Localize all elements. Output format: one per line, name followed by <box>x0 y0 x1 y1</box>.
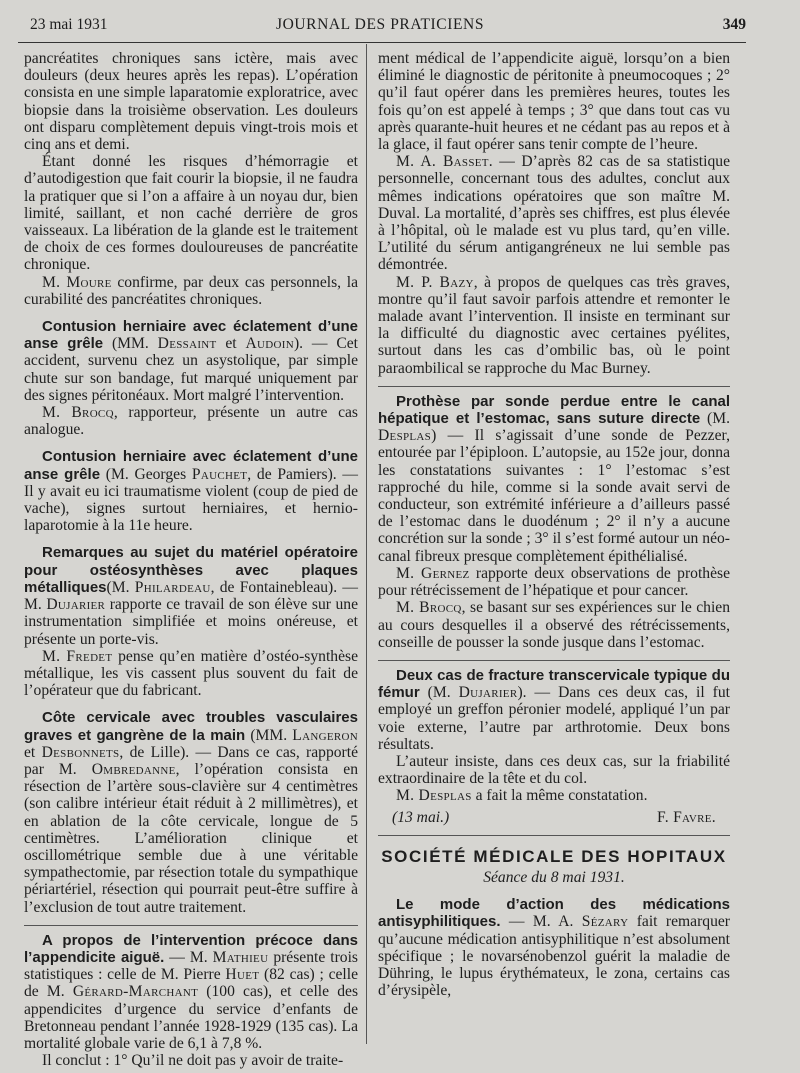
paragraph: Il conclut : 1° Qu’il ne doit pas y avoir de traite- <box>42 1052 344 1070</box>
author-name: M. Gernez <box>396 564 470 582</box>
author-name: M. Desplas <box>396 787 472 805</box>
seance-date: Séance du 8 mai 1931. <box>483 868 625 886</box>
author-name: Dessaint <box>157 335 217 353</box>
paragraph: M. Desplas a fait la même constatation. <box>396 787 648 805</box>
society-heading: SOCIÉTÉ MÉDICALE DES HOPITAUX <box>381 846 727 866</box>
signature-line <box>378 809 730 826</box>
author-name: Ombredanne <box>91 760 176 778</box>
author-name: Audoin <box>245 335 294 353</box>
author-name: Desplas <box>378 427 432 445</box>
report-author: F. Favre. <box>656 808 716 826</box>
paragraph: pancréatites chroniques sans ictère, mais avec douleurs (deux heures après les repas). L’opération consista en une simple laparatomie exploratrice, avec biopsie dans la troisième observation. Les douleurs ont disparu complètement depuis vingt-trois mois et cinq ans et demi. <box>24 50 358 154</box>
section-osteosynthese: Remarques au sujet du matériel opératoire pour ostéosynthèses avec plaques métalliques(M. Philardeau, de Fontainebleau). — M. Dujarier rapporte ce travail de son élève sur une instrumentation simplifiée et moins onéreuse, et présente un porte-vis. <box>24 544 358 648</box>
author-name: M. Moure <box>42 273 112 291</box>
author-name: Dujarier <box>46 596 106 614</box>
section-rule <box>24 925 358 926</box>
paragraph: M. Gernez rapporte deux observations de prothèse pour rétrécissement de l’hépatique et pour cancer. <box>378 564 730 600</box>
author-name: Huet <box>225 966 260 984</box>
section-cote-cervicale: Côte cervicale avec troubles vasculaires graves et gangrène de la main (MM. Langeron et Desbonnets, de Lille). — Dans ce cas, rapporté par M. Ombredanne, l’opération consista en résection de l’artère sous-clavière sur 4 centimètres (son calibre intérieur était réduit à 2 millimètres), et en ablation de la côte cervicale, longue de 5 centimètres. L’amélioration clinique et oscillométrique semble due à une véritable sympathectomie, par résection totale du sympathique périartériel, résection qui pourrait peut-être suffire à l’exclusion de tout autre traitement. <box>24 709 359 916</box>
paragraph: L’auteur insiste, dans ces deux cas, sur la friabilité extraordinaire de la tête et du col. <box>378 752 730 788</box>
author-name: Mathieu <box>212 948 269 966</box>
page-number: 349 <box>722 16 746 33</box>
section-title: Deux cas de fracture transcervicale typique du fémur <box>378 666 730 702</box>
section-contusion-2: Contusion herniaire avec éclatement d’une anse grêle (M. Georges Pauchet, de Pamiers). — Il y avait eu ici traumatisme violent (coup de pied de vache), signes surtout herniaires, et hernio-laparotomie à la 11e heure. <box>24 448 358 535</box>
author-name: M. P. Bazy <box>396 273 474 291</box>
section-femur: Deux cas de fracture transcervicale typique du fémur (M. Dujarier). — Dans ces deux cas, il fut employé un greffon péronier modelé, appliqué l’un par voie externe, l’autre par arthrotomie. Deux bons résultats. <box>378 666 730 753</box>
author-name: Dujarier <box>458 684 518 702</box>
section-title: Le mode d’action des médications antisyphilitiques. <box>378 896 730 931</box>
author-name: Pauchet <box>191 465 248 483</box>
left-column <box>24 50 358 1069</box>
section-prothese: Prothèse par sonde perdue entre le canal hépatique et l’estomac, sans suture directe (M. Desplas) — Il s’agissait d’une sonde de Pezzer, entourée par l’épiploon. L’autopsie, au 152e jour, donna les constatations suivantes : 1° l’estomac s’est rapproché du hile, comme si la sonde avait servi de conducteur, son extrémité inférieure a d’ailleurs passé de l’estomac dans le duodénum ; 2° il n’y a aucune concrétion sur la sonde ; 3° il s’est formé autour un néo-canal fibreux presque complètement épithélialisé. <box>378 392 730 565</box>
section-title: A propos de l’intervention précoce dans l’appendicite aiguë. <box>24 931 358 966</box>
paragraph: Étant donné les risques d’hémorragie et d’autodigestion que fait courir la biopsie, il ne faudra la pratiquer que si l’on a affaire à un noyau dur, bien limité, saillant, et non caché derrière de gros vaisseaux. La libération de la glande est le traitement de choix de ces formes douloureuses de pancréatite chronique. <box>24 153 358 274</box>
section-rule <box>378 660 730 661</box>
section-antisyphilitiques: Le mode d’action des médications antisyphilitiques. — M. A. Sézary fait remarquer qu’aucune médication antisyphilitique n’est absolument spécifique ; le novarsénobenzol guérit la maladie de Dühring, le lupus érythémateux, le zona, certains cas d’érysipèle, <box>378 896 730 1000</box>
section-title: Côte cervicale avec troubles vasculaires graves et gangrène de la main <box>24 709 358 744</box>
author-name: Sézary <box>581 913 629 931</box>
page-header <box>30 16 746 38</box>
paragraph: M. Moure confirme, par deux cas personnels, la curabilité des pancréatites chroniques. <box>24 273 358 308</box>
section-rule <box>378 835 730 836</box>
section-title: Contusion herniaire avec éclatement d’une anse grêle <box>24 448 358 483</box>
author-name: Philardeau <box>134 578 211 596</box>
journal-title: JOURNAL DES PRATICIENS <box>275 16 485 33</box>
paragraph: M. A. Basset. — D’après 82 cas de sa statistique personnelle, concernant tous des adultes, conclut aux mêmes indications opératoires que son maître M. Duval. La mortalité, d’après ses chiffres, est plus élevée à l’hôpital, où le malade est vu plus tard, qu’en ville. L’utilité du sérum antigangréneux ne lui semble pas démontrée. <box>378 153 730 274</box>
author-name: Desbonnets <box>41 743 120 761</box>
paragraph: M. P. Bazy, à propos de quelques cas très graves, montre qu’il faut savoir parfois attendre et remonter le malade avant l’intervention. Il insiste en terminant sur la difficulté du diagnostic avec certaines pyélites, surtout dans les cas d’ombilic bas, où le point paraombilical se rapproche du Mac Burney. <box>378 273 730 377</box>
section-appendicite: A propos de l’intervention précoce dans l’appendicite aiguë. — M. Mathieu présente trois statistiques : celle de M. Pierre Huet (82 cas) ; celle de M. Gérard-Marchant (100 cas), et celle des appendicites d’urgence du service d’enfants de Bretonneau pendant l’année 1928-1929 (135 cas). La mortalité globale varie de 6,1 à 7,8 %. <box>24 931 359 1052</box>
author-name: M. A. Basset <box>396 153 489 171</box>
header-rule <box>18 42 746 43</box>
author-name: M. Brocq <box>396 599 462 617</box>
paragraph: M. Fredet pense qu’en matière d’ostéo-synthèse métallique, les vis cassent plus souvent du fait de l’opérateur que du fabricant. <box>24 647 359 700</box>
report-date: (13 mai.) <box>392 808 450 826</box>
paragraph: ment médical de l’appendicite aiguë, lorsqu’on a bien éliminé le diagnostic de péritonite à pneumocoques ; 2° qu’il faut opérer dans les premières heures, toutes les fois qu’on est appelé à temps ; 3° que dans tout cas vu après quarante-huit heures et ne cédant pas au repos et à la glace, il faut opérer sans tenir compte de l’heure. <box>378 50 730 154</box>
section-title: Prothèse par sonde perdue entre le canal hépatique et l’estomac, sans suture directe <box>378 392 730 428</box>
paragraph: M. Brocq, se basant sur ses expériences sur le chien au cours desquelles il a observé des rétrécissements, conseille de pousser la sonde jusque dans l’estomac. <box>378 599 731 651</box>
header-date: 23 mai 1931 <box>30 16 108 33</box>
paragraph: M. Brocq, rapporteur, présente un autre cas analogue. <box>24 404 358 439</box>
author-name: Gérard-Marchant <box>72 983 199 1001</box>
section-rule <box>378 386 730 387</box>
section-title: Contusion herniaire avec éclatement d’une anse grêle <box>24 318 358 353</box>
right-column <box>378 50 730 999</box>
column-divider <box>366 44 367 1044</box>
author-name: M. Brocq <box>42 404 114 422</box>
section-title: Remarques au sujet du matériel opératoire pour ostéosynthèses avec plaques métalliques <box>24 544 358 596</box>
section-contusion-1: Contusion herniaire avec éclatement d’une anse grêle (MM. Dessaint et Audoin). — Cet accident, survenu chez un asystolique, par simple chute sur son bandage, fut marqué uniquement par des signes péritonéaux. Mort malgré l’intervention. <box>24 318 358 404</box>
author-name: Langeron <box>292 726 358 744</box>
author-name: M. Fredet <box>42 647 113 665</box>
